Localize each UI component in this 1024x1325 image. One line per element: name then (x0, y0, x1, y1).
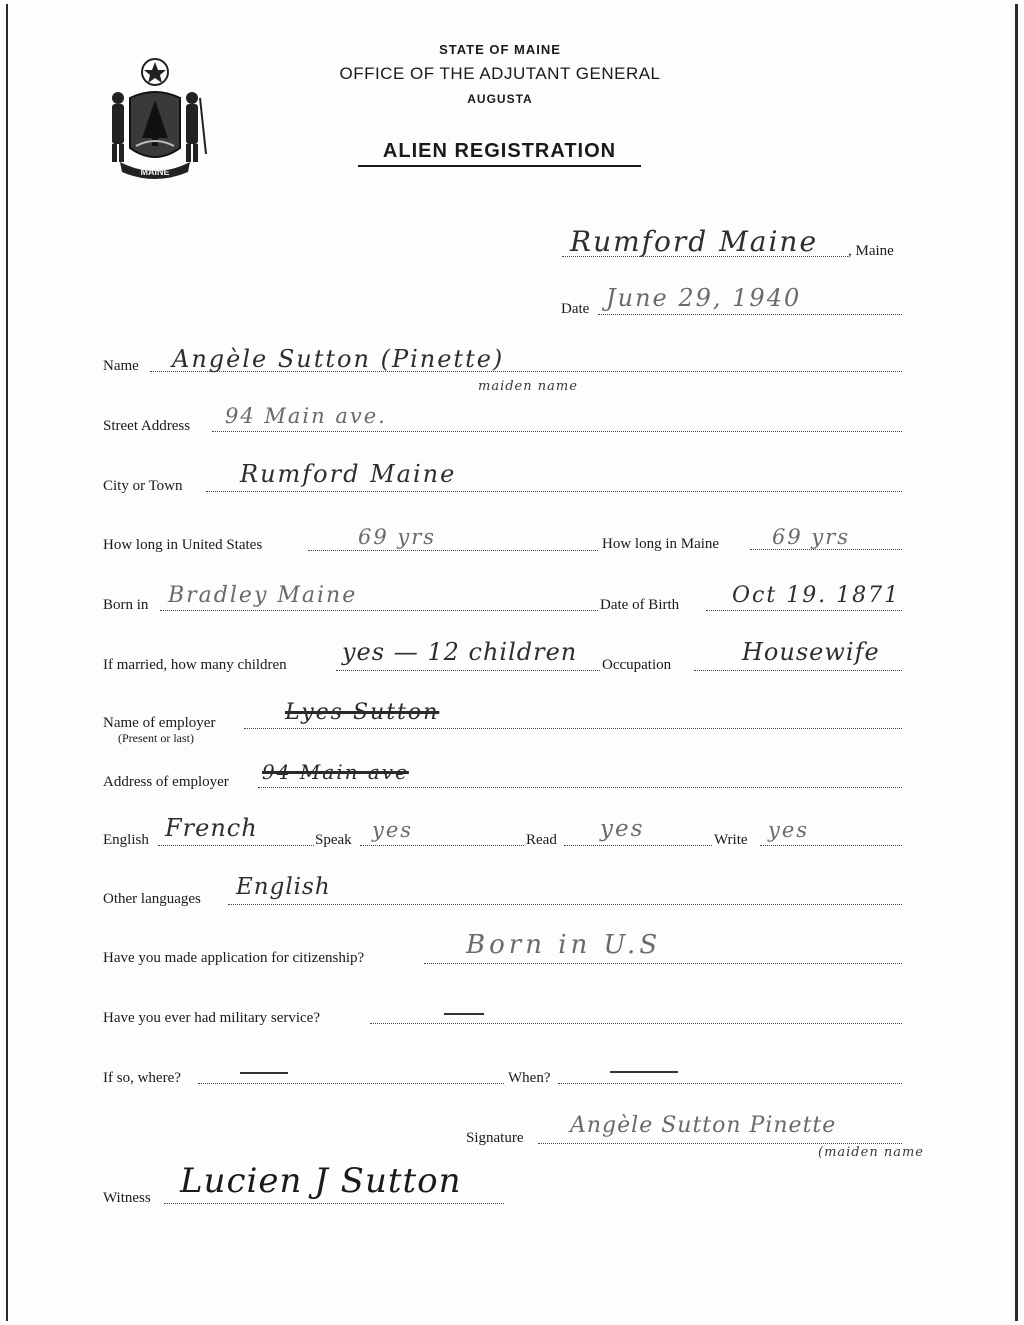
dob-dots (706, 610, 902, 611)
dob-label: Date of Birth (600, 597, 680, 613)
english-label: English (103, 832, 149, 848)
speak-dots (360, 845, 524, 846)
children-value[interactable]: yes — 12 children (342, 638, 578, 666)
read-value[interactable]: yes (600, 816, 645, 842)
employer-address-value-struck[interactable]: 94 Main ave (262, 760, 409, 784)
employer-label: Name of employer (103, 715, 216, 731)
us-years-value[interactable]: 69 yrs (358, 525, 437, 549)
employer-address-dots (258, 787, 902, 788)
employer-value-struck[interactable]: Lyes Sutton (285, 700, 440, 725)
read-dots (564, 845, 712, 846)
date-label: Date (561, 301, 590, 317)
where-dots (198, 1083, 504, 1084)
signature-label: Signature (466, 1130, 524, 1146)
employer-address-label: Address of employer (103, 774, 229, 790)
military-dash (444, 1013, 484, 1015)
us-years-label: How long in United States (103, 537, 263, 553)
write-label: Write (714, 832, 748, 848)
witness-dots (164, 1203, 504, 1204)
other-languages-value[interactable]: English (236, 874, 331, 900)
name-maiden-note: maiden name (478, 379, 578, 394)
office-heading: OFFICE OF THE ADJUTANT GENERAL (339, 64, 661, 83)
place-value[interactable]: Rumford Maine (570, 225, 819, 258)
street-label: Street Address (103, 418, 191, 434)
name-label: Name (103, 358, 139, 374)
seal-text: MAINE (140, 167, 170, 177)
city-dots (206, 491, 902, 492)
signature-maiden-note: (maiden name (818, 1145, 924, 1160)
city-value[interactable]: Rumford Maine (240, 460, 457, 488)
military-dots (370, 1023, 902, 1024)
city-label: City or Town (103, 478, 183, 494)
us-years-dots (308, 550, 598, 551)
street-value[interactable]: 94 Main ave. (225, 404, 387, 428)
english-dots (158, 845, 314, 846)
citizenship-dots (424, 963, 902, 964)
me-years-dots (750, 549, 902, 550)
children-dots (336, 670, 600, 671)
write-dots (760, 845, 902, 846)
when-dash (610, 1071, 678, 1073)
occupation-value[interactable]: Housewife (742, 638, 880, 666)
english-value[interactable]: French (165, 814, 258, 842)
where-label: If so, where? (103, 1070, 181, 1086)
other-languages-label: Other languages (103, 891, 201, 907)
speak-value[interactable]: yes (372, 818, 414, 842)
occupation-dots (694, 670, 902, 671)
citizenship-label: Have you made application for citizenship? (103, 950, 365, 966)
form-title: ALIEN REGISTRATION (358, 140, 641, 167)
signature-dots (538, 1143, 902, 1144)
born-dots (160, 610, 598, 611)
when-label: When? (508, 1070, 551, 1086)
speak-label: Speak (315, 832, 352, 848)
other-languages-dots (228, 904, 902, 905)
children-label: If married, how many children (103, 657, 287, 673)
date-dots (598, 314, 902, 315)
employer-dots (244, 728, 902, 729)
where-dash (240, 1072, 288, 1074)
me-years-label: How long in Maine (602, 536, 720, 552)
military-label: Have you ever had military service? (103, 1010, 320, 1026)
occupation-label: Occupation (602, 657, 672, 673)
place-suffix: , Maine (848, 243, 894, 259)
witness-value[interactable]: Lucien J Sutton (180, 1161, 462, 1201)
born-label: Born in (103, 597, 149, 613)
street-dots (212, 431, 902, 432)
me-years-value[interactable]: 69 yrs (772, 525, 851, 549)
state-heading: STATE OF MAINE (439, 42, 561, 57)
witness-label: Witness (103, 1190, 151, 1206)
signature-value[interactable]: Angèle Sutton Pinette (570, 1113, 837, 1138)
state-of-maine-seal-icon (100, 58, 210, 183)
read-label: Read (526, 832, 557, 848)
employer-sublabel: (Present or last) (118, 731, 194, 745)
name-value[interactable]: Angèle Sutton (Pinette) (172, 345, 505, 373)
write-value[interactable]: yes (768, 818, 810, 842)
city-heading: AUGUSTA (467, 92, 533, 106)
citizenship-value[interactable]: Born in U.S (466, 930, 662, 960)
when-dots (558, 1083, 902, 1084)
born-value[interactable]: Bradley Maine (168, 583, 358, 608)
dob-value[interactable]: Oct 19. 1871 (732, 583, 901, 608)
date-value[interactable]: June 29, 1940 (606, 284, 802, 312)
